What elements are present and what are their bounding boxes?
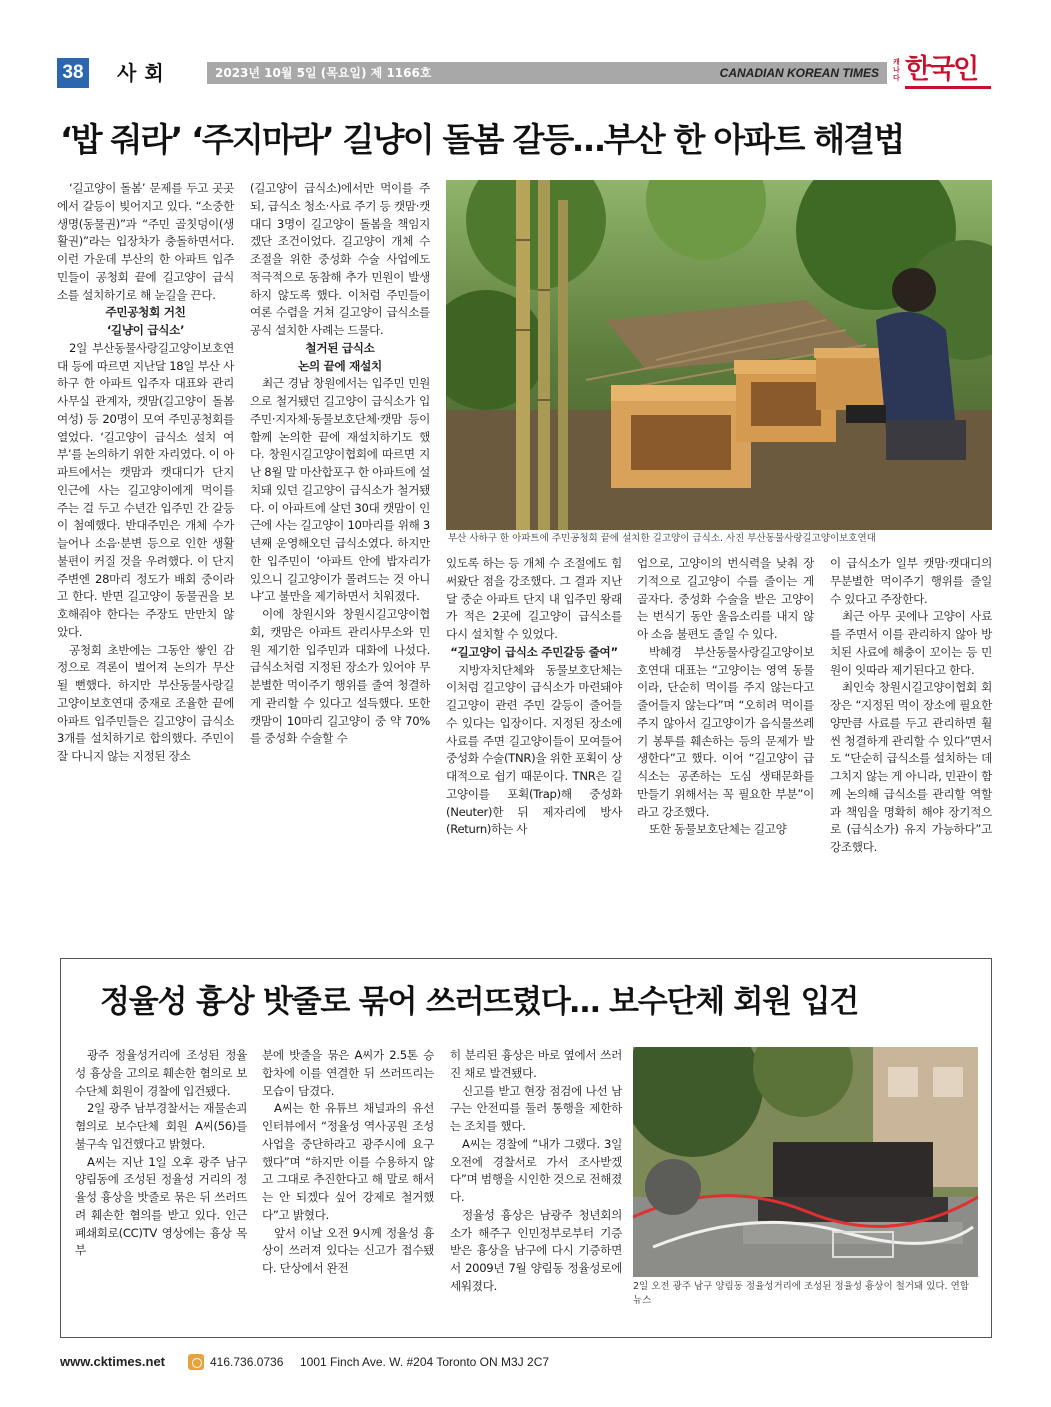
phone-number: 416.736.0736 bbox=[210, 1355, 284, 1369]
paragraph: 최근 경남 창원에서는 입주민 민원으로 철거됐던 길고양이 급식소가 입주민·지자체·동물보호단체·캣맘 등이 함께 논의한 끝에 재설치하기도 했다. 창원시길고양이협회에 따르면 지난 8월 말 마산합포구 한 아파트에 설치돼 있던 길고양이 급식소가 철거됐다. 이 아파트에 살던 30대 캣맘이 인근에 사는 길고양이 10마리를 위해 3년째 운영해오던 급식소였다. 하지만 한 입주민이 ‘아파트 안에 밥자리가 있으니 길고양이가 몰려드는 것 아니냐’고 불만을 제기하면서 치워졌다. bbox=[250, 376, 430, 604]
logo-text: 한국인 bbox=[905, 54, 978, 85]
paragraph: 최인숙 창원시길고양이협회 회장은 “지정된 먹이 장소에 필요한 양만큼 사료를 두고 관리하면 훨씬 청결하게 관리할 수 있다”면서도 “단순히 급식소를 설치하는 데 그치지 않는 게 아니라, 민관이 함께 논의해 급식소를 관리할 역할과 책임을 명확히 해야 장기적으로 (급식소가) 유지 가능하다”고 강조했다. bbox=[830, 680, 993, 854]
article1-column-5 bbox=[830, 555, 992, 857]
photo-caption: 부산 사하구 한 아파트에 주민공청회 끝에 설치한 길고양이 급식소. 사진 부산동물사랑길고양이보호연대 bbox=[448, 533, 876, 544]
page-header bbox=[57, 54, 991, 88]
paragraph: A씨는 지난 1일 오후 광주 남구 양림동에 조성된 정율성 거리의 정율성 흉상을 밧줄로 묶은 뒤 쓰러뜨려 훼손한 혐의를 받고 있다. 인근 폐쇄회로(CC)TV 영상에는 흉상 목 부 bbox=[75, 1154, 247, 1258]
paragraph: A씨는 한 유튜브 채널과의 유선 인터뷰에서 “정율성 역사공원 조성사업을 중단하라고 광주시에 요구했다”며 “하지만 이를 수용하지 않고 그대로 추진한다고 해 말로 해서는 안 되겠다 싶어 강제로 철거했다”고 밝혔다. bbox=[262, 1101, 434, 1222]
article2-column-3 bbox=[450, 1047, 622, 1296]
cat-feeding-station-photo bbox=[446, 180, 992, 530]
logo-underline bbox=[905, 86, 991, 89]
photo-caption: 2일 오전 광주 남구 양림동 정율성거리에 조성된 정율성 흉상이 철거돼 있다. 연합뉴스 bbox=[633, 1281, 969, 1306]
paragraph: 있도록 하는 등 개체 수 조절에도 힘써왔단 점을 강조했다. 그 결과 지난달 중순 아파트 단지 내 입주민 왕래가 적은 2곳에 길고양이 급식소를 다시 설치할 수 있었다. bbox=[446, 556, 622, 641]
article2-headline: 정율성 흉상 밧줄로 묶어 쓰러뜨렸다… 보수단체 회원 입건 bbox=[100, 984, 859, 1020]
paragraph: 정율성 흉상은 남광주 청년회의소가 해주구 인민정부로부터 기증받은 흉상을 남구에 다시 기증하면서 2009년 7월 양림동 정율성로에 세워졌다. bbox=[450, 1207, 622, 1293]
paragraph: 히 분리된 흉상은 바로 옆에서 쓰러진 채로 발견됐다. bbox=[450, 1048, 622, 1080]
paragraph: 광주 정율성거리에 조성된 정율성 흉상을 고의로 훼손한 혐의로 보수단체 회원이 경찰에 입건됐다. bbox=[75, 1048, 247, 1098]
article1-column-4 bbox=[637, 555, 814, 839]
article1-column-3 bbox=[446, 555, 622, 839]
photo-illustration bbox=[633, 1047, 978, 1277]
statue-photo bbox=[633, 1047, 978, 1277]
page-footer bbox=[60, 1352, 990, 1372]
issue-date: 2023년 10월 5일 (목요일) 제 1166호 bbox=[215, 66, 432, 80]
paragraph: 신고를 받고 현장 점검에 나선 남구는 안전띠를 둘러 통행을 제한하는 조치를 했다. bbox=[450, 1083, 622, 1133]
paragraph: A씨는 경찰에 “내가 그랬다. 3일 오전에 경찰서로 가서 조사받겠다”며 범행을 시인한 것으로 전해졌다. bbox=[450, 1136, 622, 1204]
paragraph: 지방자치단체와 동물보호단체는 이처럼 길고양이 급식소가 마련돼야 길고양이 관련 주민 갈등이 줄어들 수 있다는 입장이다. 지정된 장소에 사료를 주면 길고양이들이 모여들어 중성화 수술(TNR)을 위한 포획이 상대적으로 쉽기 때문이다. TNR은 길고양이를 포획(Trap)해 중성화(Neuter)한 뒤 제자리에 방사(Return)하는 사 bbox=[446, 662, 622, 837]
article2-column-1 bbox=[75, 1047, 247, 1260]
paragraph: 공청회 초반에는 그동안 쌓인 감정으로 격론이 벌어져 논의가 무산될 뻔했다. 하지만 부산동물사랑길고양이보호연대 중재로 조율한 끝에 아파트 입주민들은 길고양이 급식소 3개를 설치하기로 합의했다. 주민이 잘 다니지 않는 지정된 장소 bbox=[57, 642, 234, 763]
subheading: “길고양이 급식소 주민갈등 줄여” bbox=[450, 644, 618, 659]
article1-column-2 bbox=[250, 180, 430, 748]
logo-subtext: 캐나다 bbox=[893, 58, 900, 82]
paragraph: 2일 광주 남부경찰서는 재물손괴 혐의로 보수단체 회원 A씨(56)를 불구속 입건했다고 밝혔다. bbox=[75, 1101, 247, 1151]
paragraph: 2일 부산동물사랑길고양이보호연대 등에 따르면 지난달 18일 부산 사하구 한 아파트 입주자 대표와 관리사무실 관계자, 캣맘(길고양이 돌봄 여성) 등 20명이 모여 주민공청회를 열었다. ‘길고양이 급식소 설치 여부’를 논의하기 위한 자리였다. 이 아파트에서는 캣맘과 캣대디가 단지 인근에 사는 길고양이에게 먹이를 주는 걸 두고 수년간 입주민 간 갈등이 첨예했다. 반대주민은 개체 수가 늘어나 소음·분변 등으로 인한 생활 불편이 커질 것을 우려했다. 이 단지 주변엔 28마리 정도가 배회 중이라고 한다. 반면 길고양이 동물권을 보호해줘야 한다는 주장도 만만치 않았다. bbox=[57, 340, 234, 639]
paper-name: CANADIAN KOREAN TIMES bbox=[719, 66, 879, 80]
date-bar bbox=[207, 62, 887, 84]
paragraph: 분에 밧줄을 묶은 A씨가 2.5톤 승합차에 이를 연결한 뒤 쓰러뜨리는 모습이 담겼다. bbox=[262, 1048, 434, 1098]
paragraph: (길고양이 급식소)에서만 먹이를 주되, 급식소 청소·사료 주기 등 캣맘·캣대디 3명이 길고양이 돌봄을 책임지겠단 조건이었다. 길고양이 개체 수 조절을 위한 중성화 수술 사업에도 적극적으로 동참해 추가 민원이 발생하지 않도록 했다. 이처럼 주민들이 여론 수렴을 거쳐 길고양이 급식소를 공식 설치한 사례는 드물다. bbox=[250, 181, 430, 337]
paragraph: 이에 창원시와 창원시길고양이협회, 캣맘은 아파트 관리사무소와 민원 제기한 입주민과 대화에 나섰다. 급식소처럼 지정된 장소가 있어야 무분별한 먹이주기 행위를 줄여 청결하게 관리할 수 있다고 설득했다. 또한 캣맘이 10마리 길고양이 중 약 70%를 중성화 수술할 수 bbox=[250, 607, 430, 746]
paragraph: 앞서 이날 오전 9시께 정율성 흉상이 쓰러져 있다는 신고가 접수됐다. 단상에서 완전 bbox=[262, 1225, 434, 1275]
paragraph: 최근 아무 곳에나 고양이 사료를 주면서 이를 관리하지 않아 방치된 사료에 해충이 꼬이는 등 민원이 잇따라 제기된다고 한다. bbox=[830, 609, 992, 677]
paragraph: 박혜경 부산동물사랑길고양이보호연대 대표는 “고양이는 영역 동물이라, 단순히 먹이를 주지 않는다고 줄어들지 않는다”며 “오히려 먹이를 주지 않아서 길고양이가 음식물쓰레기 봉투를 훼손하는 등의 문제가 발생한다”고 했다. 이어 “길고양이 급식소는 공존하는 도심 생태문화를 만들기 위해서는 꼭 필요한 부분”이라고 강조했다. bbox=[637, 644, 814, 819]
phone-icon bbox=[188, 1354, 204, 1370]
article1-column-1 bbox=[57, 180, 234, 766]
address: 1001 Finch Ave. W. #204 Toronto ON M3J 2C7 bbox=[300, 1355, 550, 1369]
paragraph: 이 급식소가 일부 캣맘·캣대디의 무분별한 먹이주기 행위를 줄일 수 있다고 주장한다. bbox=[830, 556, 992, 606]
article2-column-2 bbox=[262, 1047, 434, 1278]
newspaper-logo bbox=[893, 56, 991, 90]
subheading: 철거된 급식소 논의 끝에 재설치 bbox=[298, 340, 382, 373]
section-name: 사회 bbox=[117, 61, 172, 85]
page-number: 38 bbox=[57, 58, 89, 88]
paragraph: 또한 동물보호단체는 길고양 bbox=[649, 822, 787, 837]
subheading: 주민공청회 거친 ‘길냥이 급식소’ bbox=[105, 305, 186, 337]
paragraph: 업으로, 고양이의 번식력을 낮춰 장기적으로 길고양이 수를 줄이는 게 골자다. 중성화 수술을 받은 고양이는 번식기 동안 울음소리를 내지 않아 소음 불편도 줄일 수 있다. bbox=[637, 556, 814, 641]
paragraph: ‘길고양이 돌봄’ 문제를 두고 곳곳에서 갈등이 빚어지고 있다. “소중한 생명(동물권)”과 “주민 골칫덩이(생활권)”라는 입장차가 충돌하면서다. 이런 가운데 부산의 한 아파트 입주민들이 공청회 끝에 길고양이 급식소를 설치하기로 해 눈길을 끈다. bbox=[57, 181, 234, 302]
website-link[interactable]: www.cktimes.net bbox=[60, 1354, 165, 1369]
article1-headline: ‘밥 줘라’ ‘주지마라’ 길냥이 돌봄 갈등…부산 한 아파트 해결법 bbox=[60, 120, 904, 159]
photo-illustration bbox=[446, 180, 992, 530]
